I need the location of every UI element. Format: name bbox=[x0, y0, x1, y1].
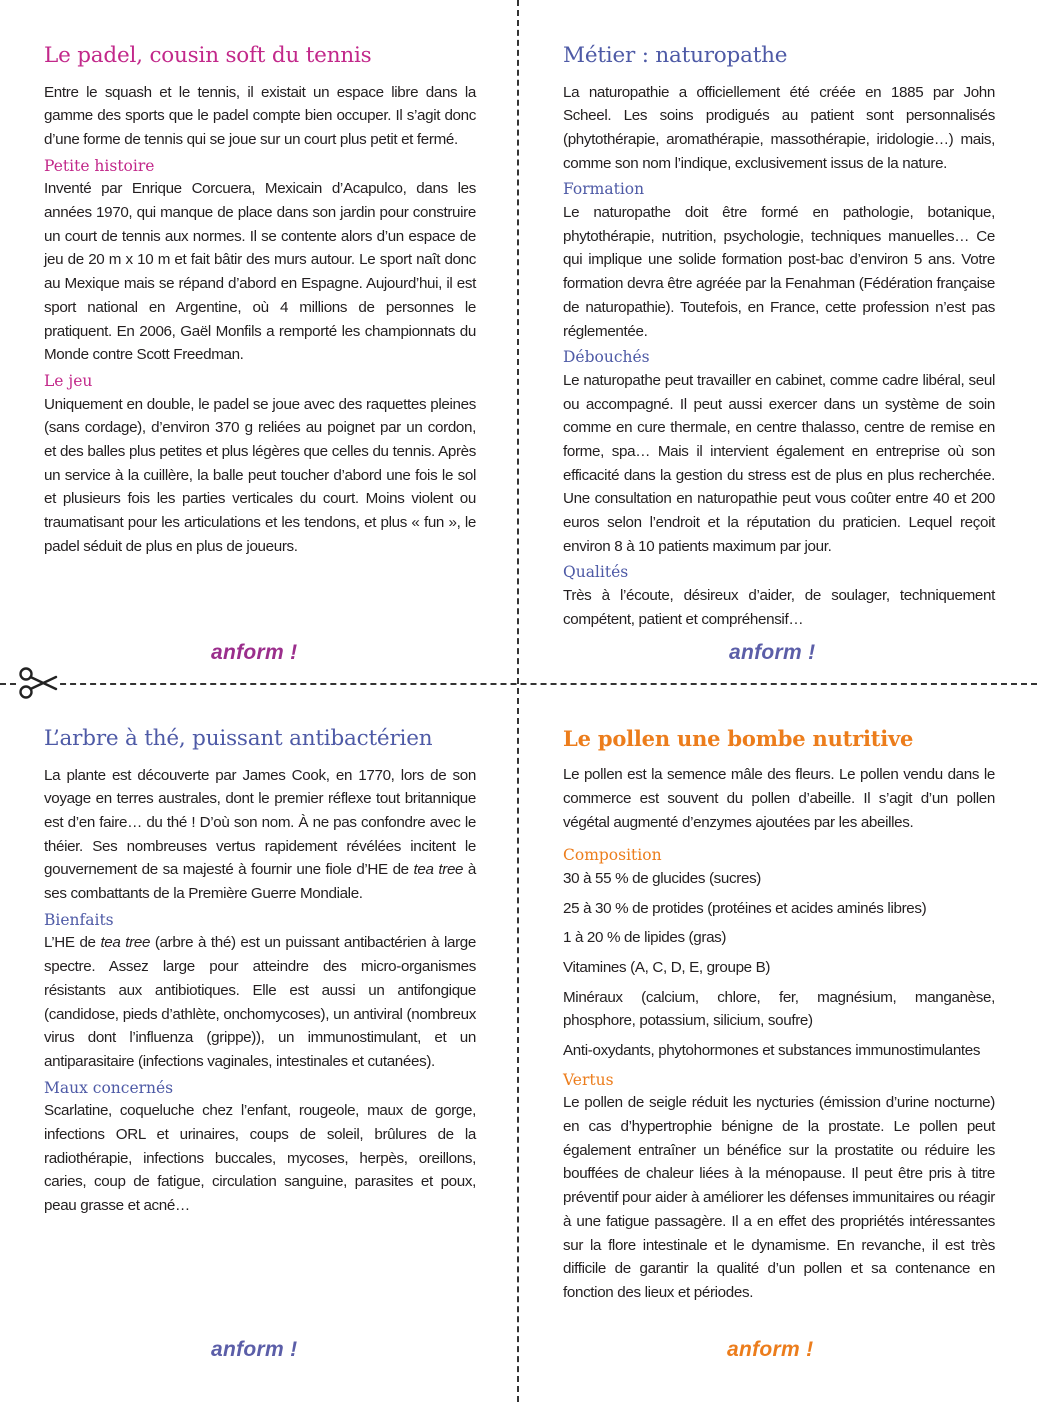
arbre-maux-heading: Maux concernés bbox=[44, 1078, 174, 1097]
naturopathe-debouches-text: Le naturopathe peut travailler en cabinet, comme cadre libéral, seul ou accompagné. Il peut aussi exercer dans un système de soin comme en cure thermale, en centre thalasso, centre de remise en forme, spa… Mais il intervient également en entreprise où son efficacité dans la gestion du stress est de plus en plus recherchée. Une consultation en naturopathie peut vous coûter entre 40 et 200 euros selon l’endroit et la réputation du praticien. Lequel reçoit environ 8 à 10 patients maximum par jour. bbox=[563, 371, 995, 555]
arbre-title: L’arbre à thé, puissant antibactérien bbox=[44, 726, 433, 751]
naturopathe-formation-text: Le naturopathe doit être formé en pathologie, botanique, phytothérapie, nutrition, psychologie, techniques manuelles… Ce qui implique une solide formation post-bac d’environ 5 ans. Votre formation devra être agréée par la Fenahman (Fédération française de naturopathie). Toutefois, en France, cette profession n’est pas réglementée. bbox=[563, 204, 995, 340]
list-item: 1 à 20 % de lipides (gras) bbox=[563, 929, 727, 947]
arbre-bienfaits-tea-tree: tea tree bbox=[100, 934, 151, 952]
scissors-icon bbox=[18, 665, 58, 701]
list-item: Anti-oxydants, phytohormones et substances immunostimulantes bbox=[563, 1042, 981, 1060]
pollen-title: Le pollen une bombe nutritive bbox=[563, 726, 914, 751]
arbre-intro-part-a: La plante est découverte par James Cook, en 1770, lors de son voyage en terres australes, dont le premier réflexe tout britannique est d’en faire… du thé ! D’où son nom. À ne pas confondre avec le théier. Ses nombreuses vertus rapidement révélées incitent le gouvernement de sa majesté à fournir une fiole d’HE de bbox=[44, 766, 476, 879]
arbre-brand-logo: anform ! bbox=[211, 1338, 298, 1361]
padel-card bbox=[44, 44, 476, 558]
pollen-composition-list bbox=[563, 867, 995, 1063]
arbre-maux-text: Scarlatine, coqueluche chez l’enfant, rougeole, maux de gorge, infections ORL et urinaires, coups de soleil, brûlures de la radiothérapie, infections buccales, mycoses, herpès, oreillons, caries, coup de fatigue, circulation sanguine, parasites et poux, peau grasse et acné… bbox=[44, 1102, 476, 1215]
padel-game-heading: Le jeu bbox=[44, 371, 93, 390]
arbre-intro bbox=[44, 764, 476, 906]
arbre-card bbox=[44, 727, 476, 1218]
naturopathe-card bbox=[563, 44, 995, 631]
horizontal-cut-line bbox=[0, 683, 1037, 685]
list-item: Vitamines (A, C, D, E, groupe B) bbox=[563, 958, 771, 976]
naturopathe-qualites-text: Très à l’écoute, désireux d’aider, de soulager, techniquement compétent, patient et compréhensif… bbox=[563, 587, 995, 628]
pollen-vertus-text: Le pollen de seigle réduit les nycturies (émission d’urine nocturne) en cas d’hypertrophie bénigne de la prostate. Le pollen peut également entraîner un bénéfice sur la prostatite ou réduire les bouffées de chaleur liées à la ménopause. Il peut être pris à titre préventif pour aider à améliorer les défenses immunitaires ou réagir à une fatigue passagère. Il a en effet des propriétés intéressantes sur la flore intestinale et le dynamisme. En revanche, il est très difficile de garantir la qualité d’un pollen et sa contenance en fonction des lieux et périodes. bbox=[563, 1094, 995, 1301]
pollen-card bbox=[563, 727, 995, 1305]
padel-brand-logo: anform ! bbox=[211, 641, 298, 664]
arbre-bienfaits-part-b: (arbre à thé) est un puissant antibactérien à large spectre. Assez large pour atteindre des micro-organismes résistants aux antibiotiques. Elle est aussi un antifongique (candidose, pieds d’athlète, onchomycoses), un antiviral (nombreux virus dont l’influenza (grippe)), un immunostimulant, et un antiparasitaire (infections vaginales, intestinales et cutanées). bbox=[44, 934, 477, 1070]
arbre-bienfaits-heading: Bienfaits bbox=[44, 910, 114, 929]
naturopathe-qualites-heading: Qualités bbox=[563, 563, 629, 582]
naturopathe-intro: La naturopathie a officiellement été créée en 1885 par John Scheel. Les soins prodigués au patient sont personnalisés (phytothérapie, aromathérapie, massothérapie, iridologie…) mais, comme son nom l’indique, exclusivement issus de la nature. bbox=[563, 83, 995, 172]
pollen-intro: Le pollen est la semence mâle des fleurs. Le pollen vendu dans le commerce est souvent du pollen d’abeille. Il s’agit d’un pollen végétal augmenté d’enzymes ajoutées par les abeilles. bbox=[563, 766, 995, 831]
naturopathe-debouches-heading: Débouchés bbox=[563, 348, 650, 367]
padel-game-text: Uniquement en double, le padel se joue avec des raquettes pleines (sans cordage), d’environ 370 g reliées au poignet par un cordon, et des balles plus petites et plus légères que celles du tennis. Après un service à la cuillère, la balle peut toucher d’abord une fois le sol et plusieurs fois les parties verticales du court. Moins violent ou traumatisant pour les articulations et les tendons, et plus « fun », le padel séduit de plus en plus de joueurs. bbox=[44, 395, 476, 555]
list-item: 30 à 55 % de glucides (sucres) bbox=[563, 869, 762, 887]
pollen-brand-logo: anform ! bbox=[727, 1338, 814, 1361]
arbre-bienfaits bbox=[44, 931, 476, 1073]
arbre-bienfaits-part-a: L’HE de bbox=[44, 934, 101, 952]
arbre-intro-tea-tree: tea tree bbox=[413, 861, 464, 879]
padel-history-text: Inventé par Enrique Corcuera, Mexicain d’Acapulco, dans les années 1970, qui manque de place dans son jardin pour construire un court de tennis aux normes. Il se contente alors d’un espace de jeu de 20 m x 10 m et fait bâtir des murs autour. Le sport naît donc au Mexique mais se répand d’abord en Espagne. Aujourd’hui, il est sport national en Argentine, où 4 millions de personnes le pratiquent. En 2006, Gaël Monfils a remporté les championnats du Monde contre Scott Freedman. bbox=[44, 180, 476, 364]
list-item: Minéraux (calcium, chlore, fer, magnésium, manganèse, phosphore, potassium, silicium, soufre) bbox=[563, 988, 995, 1030]
naturopathe-formation-heading: Formation bbox=[563, 180, 645, 199]
pollen-composition-heading: Composition bbox=[563, 846, 662, 865]
arbre-intro-part-b: à ses combattants de la Première Guerre Mondiale. bbox=[44, 861, 476, 903]
naturopathe-title: Métier : naturopathe bbox=[563, 43, 788, 68]
list-item: 25 à 30 % de protides (protéines et acides aminés libres) bbox=[563, 899, 927, 917]
padel-title: Le padel, cousin soft du tennis bbox=[44, 43, 372, 68]
padel-history-heading: Petite histoire bbox=[44, 156, 155, 175]
pollen-vertus-heading: Vertus bbox=[563, 1070, 614, 1089]
padel-intro: Entre le squash et le tennis, il existait un espace libre dans la gamme des sports que le padel compte bien occuper. Il s’agit donc d’une forme de tennis qui se joue sur un court plus petit et fermé. bbox=[44, 83, 476, 149]
vertical-cut-line bbox=[517, 0, 519, 1402]
naturopathe-brand-logo: anform ! bbox=[729, 641, 816, 664]
